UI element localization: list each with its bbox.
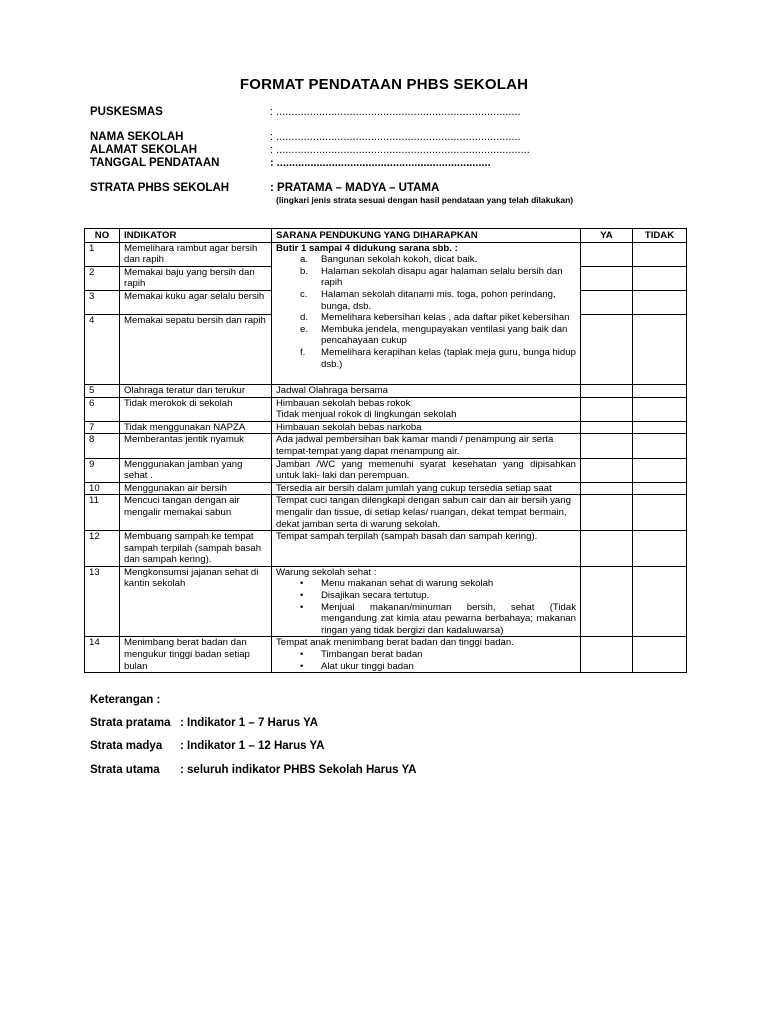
ya-cell[interactable]	[581, 458, 633, 482]
row-no: 11	[85, 495, 120, 531]
nama-sekolah-value: : ................................................................................	[270, 131, 521, 143]
row-indikator: Tidak merokok di sekolah	[120, 397, 272, 421]
tidak-cell[interactable]	[633, 434, 687, 458]
row-no: 1	[85, 242, 120, 266]
row-indikator: Membuang sampah ke tempat sampah terpilah (sampah basah dan sampah kering).	[120, 531, 272, 567]
row-indikator: Memelihara rambut agar bersih dan rapih	[120, 242, 272, 266]
table-row	[85, 397, 687, 421]
tidak-cell[interactable]	[633, 290, 687, 314]
sarana-list	[276, 254, 576, 370]
row-no: 14	[85, 637, 120, 673]
ya-cell[interactable]	[581, 421, 633, 434]
row-sarana: Warung sekolah sehat : • Menu makanan sehat di warung sekolah • Disajikan secara tertutup. • Menjual makanan/minuman bersih, sehat (Tidak mengandung zat kimia atau pewarna berbahaya; makanan ringan yang tidak bergizi dan kadaluwarsa)	[272, 566, 581, 637]
list-item: • Menu makanan sehat di warung sekolah	[300, 578, 494, 590]
ya-cell[interactable]	[581, 397, 633, 421]
tidak-cell[interactable]	[633, 314, 687, 384]
row-indikator: Mencuci tangan dengan air mengalir memakai sabun	[120, 495, 272, 531]
list-item: • Timbangan berat badan	[300, 649, 423, 661]
tanggal-pendataan-value: : ......................................................................	[270, 157, 491, 169]
strata-pratama-value: : Indikator 1 – 7 Harus YA	[180, 717, 319, 729]
row-sarana: Himbauan sekolah bebas narkoba	[272, 421, 581, 434]
list-item: b. Halaman sekolah disapu agar halaman selalu bersih dan rapih	[300, 265, 563, 289]
tidak-cell[interactable]	[633, 242, 687, 266]
indicator-table	[84, 228, 687, 673]
ya-cell[interactable]	[581, 242, 633, 266]
table-row	[85, 566, 687, 637]
tidak-cell[interactable]	[633, 637, 687, 673]
header-sarana: SARANA PENDUKUNG YANG DIHARAPKAN	[272, 229, 581, 243]
list-item: c. Halaman sekolah ditanami mis. toga, pohon perindang, bunga, dsb.	[300, 288, 556, 312]
row-sarana: Tempat anak menimbang berat badan dan tinggi badan. • Timbangan berat badan • Alat ukur tinggi badan	[272, 637, 581, 673]
tidak-cell[interactable]	[633, 384, 687, 397]
list-item: f. Memelihara kerapihan kelas (taplak meja guru, bunga hidup dsb.)	[300, 346, 576, 370]
strata-utama-value: : seluruh indikator PHBS Sekolah Harus YA	[180, 764, 417, 776]
row-sarana: Jadwal Olahraga bersama	[272, 384, 581, 397]
table-row	[85, 384, 687, 397]
row-indikator: Mengkonsumsi jajanan sehat di kantin sekolah	[120, 566, 272, 637]
puskesmas-value: : ................................................................................	[270, 106, 521, 118]
tidak-cell[interactable]	[633, 266, 687, 290]
ya-cell[interactable]	[581, 482, 633, 495]
list-item: • Alat ukur tinggi badan	[300, 660, 414, 672]
strata-pratama-label: Strata pratama	[90, 717, 171, 729]
ya-cell[interactable]	[581, 290, 633, 314]
row-sarana: Tempat sampah terpilah (sampah basah dan sampah kering).	[272, 531, 581, 567]
row-no: 9	[85, 458, 120, 482]
row-no: 10	[85, 482, 120, 495]
row-sarana: Tersedia air bersih dalam jumlah yang cukup tersedia setiap saat	[272, 482, 581, 495]
strata-label: STRATA PHBS SEKOLAH	[90, 182, 230, 194]
table-row	[85, 421, 687, 434]
strata-madya-value: : Indikator 1 – 12 Harus YA	[180, 740, 325, 752]
row-indikator: Menimbang berat badan dan mengukur tinggi badan setiap bulan	[120, 637, 272, 673]
ya-cell[interactable]	[581, 434, 633, 458]
list-item: a. Bangunan sekolah kokoh, dicat baik.	[300, 254, 478, 266]
row-sarana: Himbauan sekolah bebas rokok Tidak menjual rokok di lingkungan sekolah	[272, 397, 581, 421]
row-sarana: Jamban /WC yang memenuhi syarat kesehatan yang dipisahkan untuk laki- laki dan perempuan.	[272, 458, 581, 482]
ya-cell[interactable]	[581, 637, 633, 673]
table-row	[85, 531, 687, 567]
tidak-cell[interactable]	[633, 566, 687, 637]
sarana-group-title: Butir 1 sampai 4 didukung sarana sbb. :	[276, 242, 458, 254]
puskesmas-label: PUSKESMAS	[90, 106, 163, 118]
sarana-bullets	[276, 578, 576, 636]
row-no: 3	[85, 290, 120, 314]
strata-note: (lingkari jenis strata sesuai dengan hasil pendataan yang telah dilakukan)	[276, 195, 574, 205]
row-indikator: Menggunakan jamban yang sehat .	[120, 458, 272, 482]
sarana-bullets	[276, 649, 576, 672]
row-indikator: Memberantas jentik nyamuk	[120, 434, 272, 458]
ya-cell[interactable]	[581, 531, 633, 567]
row-sarana	[272, 242, 581, 384]
header-indikator: INDIKATOR	[120, 229, 272, 243]
row-no: 7	[85, 421, 120, 434]
tidak-cell[interactable]	[633, 482, 687, 495]
list-item: • Menjual makanan/minuman bersih, sehat (Tidak mengandung zat kimia atau pewarna berbahaya; makanan ringan yang tidak bergizi dan kadaluwarsa)	[300, 601, 576, 636]
ya-cell[interactable]	[581, 495, 633, 531]
header-ya: YA	[581, 229, 633, 243]
row-no: 8	[85, 434, 120, 458]
table-row	[85, 458, 687, 482]
list-item: d. Memelihara kebersihan kelas , ada daftar piket kebersihan	[300, 312, 570, 324]
ya-cell[interactable]	[581, 266, 633, 290]
tidak-cell[interactable]	[633, 397, 687, 421]
row-sarana: Ada jadwal pembersihan bak kamar mandi / penampung air serta tempat-tempat yang dapat menampung air.	[272, 434, 581, 458]
header-no: NO	[85, 229, 120, 243]
row-indikator: Tidak menggunakan NAPZA	[120, 421, 272, 434]
row-indikator: Memakai sepatu bersih dan rapih	[120, 314, 272, 384]
list-item: • Disajikan secara tertutup.	[300, 590, 430, 602]
row-no: 6	[85, 397, 120, 421]
row-no: 12	[85, 531, 120, 567]
row-indikator: Memakai kuku agar selalu bersih	[120, 290, 272, 314]
row-indikator: Olahraga teratur dan terukur	[120, 384, 272, 397]
header-tidak: TIDAK	[633, 229, 687, 243]
tanggal-pendataan-label: TANGGAL PENDATAAN	[90, 157, 220, 169]
alamat-sekolah-value: : ...................................................................................	[270, 144, 530, 156]
table-row	[85, 637, 687, 673]
table-row	[85, 434, 687, 458]
alamat-sekolah-label: ALAMAT SEKOLAH	[90, 144, 198, 156]
strata-value: : PRATAMA – MADYA – UTAMA	[270, 182, 440, 194]
table-row	[85, 242, 687, 266]
nama-sekolah-label: NAMA SEKOLAH	[90, 131, 184, 143]
strata-utama-label: Strata utama	[90, 764, 160, 776]
row-no: 5	[85, 384, 120, 397]
ya-cell[interactable]	[581, 566, 633, 637]
row-indikator: Menggunakan air bersih	[120, 482, 272, 495]
list-item: e. Membuka jendela, mengupayakan ventilasi yang baik dan pencahayaan cukup	[300, 323, 568, 347]
page-title: FORMAT PENDATAAN PHBS SEKOLAH	[239, 76, 529, 93]
tidak-cell[interactable]	[633, 531, 687, 567]
row-indikator: Memakai baju yang bersih dan rapih	[120, 266, 272, 290]
strata-madya-label: Strata madya	[90, 740, 163, 752]
table-row	[85, 495, 687, 531]
table-row	[85, 482, 687, 495]
row-no: 4	[85, 314, 120, 384]
row-no: 2	[85, 266, 120, 290]
row-no: 13	[85, 566, 120, 637]
tidak-cell[interactable]	[633, 458, 687, 482]
tidak-cell[interactable]	[633, 495, 687, 531]
keterangan-title: Keterangan :	[90, 694, 161, 706]
row-sarana: Tempat cuci tangan dilengkapi dengan sabun cair dan air bersih yang mengalir dan tissue, di setiap kelas/ ruangan, dekat tempat bermain, dekat jamban serta di warung sekolah.	[272, 495, 581, 531]
ya-cell[interactable]	[581, 384, 633, 397]
tidak-cell[interactable]	[633, 421, 687, 434]
ya-cell[interactable]	[581, 314, 633, 384]
